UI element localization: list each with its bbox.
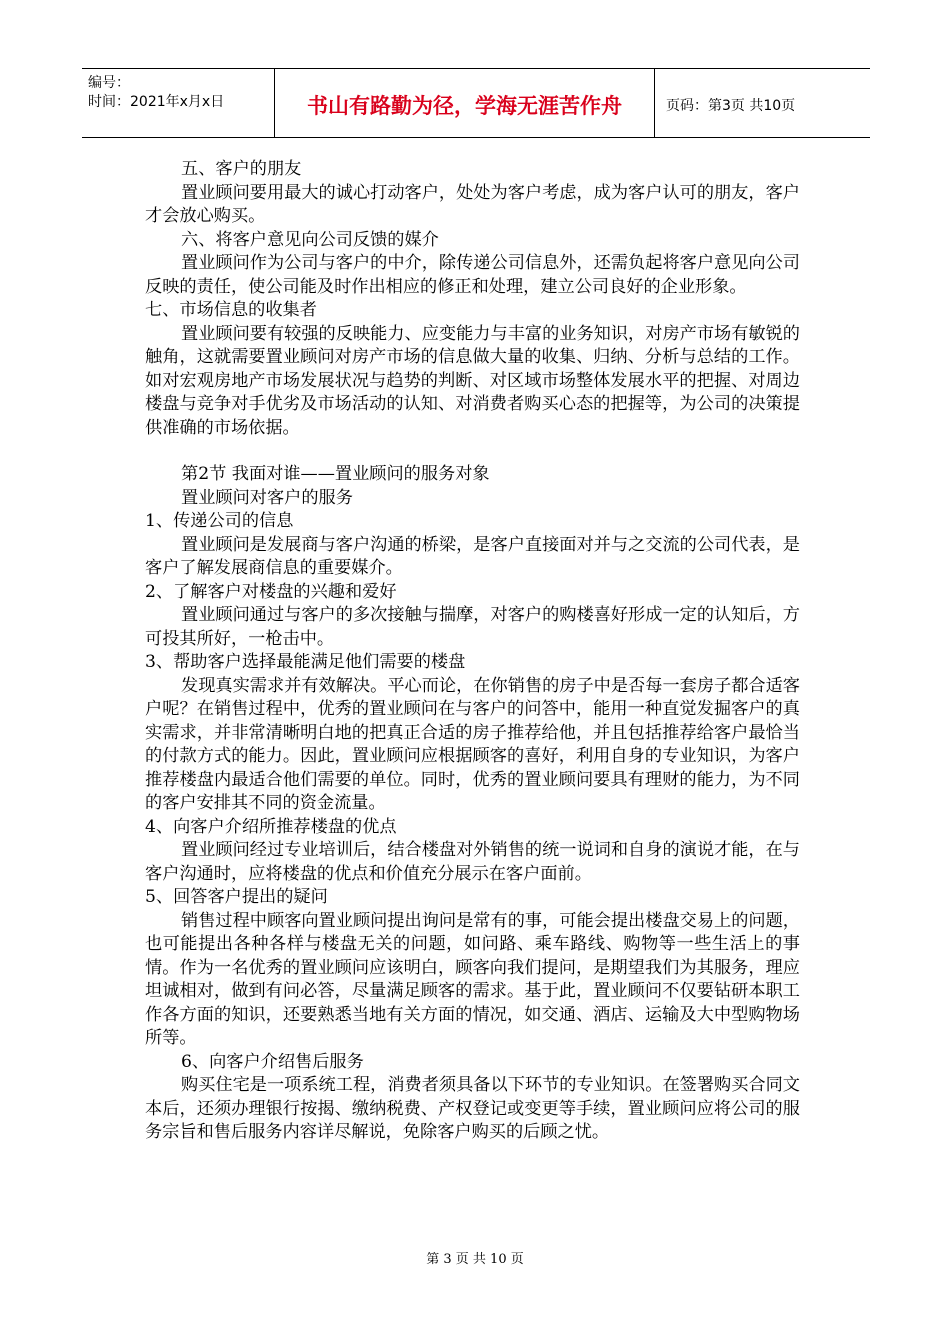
header-info-cell (82, 69, 275, 137)
paragraph: 4、向客户介绍所推荐楼盘的优点 (145, 816, 397, 837)
paragraph: 1、传递公司的信息 (145, 511, 294, 531)
page-footer: 第 3 页 共 10 页 (426, 1252, 524, 1267)
paragraph: 置业顾问对客户的服务 (181, 487, 353, 508)
page-header (82, 68, 870, 138)
paragraph: 置业顾问经过专业培训后，结合楼盘对外销售的统一说词和自身的演说才能，在与客户沟通时，应将楼盘的优点和价值充分展示在客户面前。 (145, 840, 800, 884)
paragraph: 3、帮助客户选择最能满足他们需要的楼盘 (145, 652, 466, 672)
paragraph: 置业顾问作为公司与客户的中介，除传递公司信息外，还需负起将客户意见向公司反映的责任，使公司能及时作出相应的修正和处理，建立公司良好的企业形象。 (145, 253, 800, 297)
paragraph: 6、向客户介绍售后服务 (181, 1051, 364, 1072)
paragraph: 五、客户的朋友 (181, 159, 302, 179)
document-body (145, 158, 800, 1145)
paragraph-spacer (145, 440, 800, 463)
paragraph: 七、市场信息的收集者 (145, 300, 317, 320)
date-label: 时间：2021年x月x日 (88, 94, 225, 110)
paragraph: 第2节 我面对谁——置业顾问的服务对象 (181, 464, 490, 484)
paragraph: 销售过程中顾客向置业顾问提出询问是常有的事，可能会提出楼盘交易上的问题，也可能提出各种各样与楼盘无关的问题，如问路、乘车路线、购物等一些生活上的事情。作为一名优秀的置业顾问应该明白，顾客向我们提问，是期望我们为其服务，理应坦诚相对，做到有问必答，尽量满足顾客的需求。基于此，置业顾问不仅要钻研本职工作各方面的知识，还要熟悉当地有关方面的情况，如交通、酒店、运输及大中型购物场所等。 (145, 910, 800, 1048)
header-motto: 书山有路勤为径，学海无涯苦作舟 (275, 69, 655, 137)
paragraph: 置业顾问是发展商与客户沟通的桥梁，是客户直接面对并与之交流的公司代表，是客户了解发展商信息的重要媒介。 (145, 534, 800, 578)
paragraph: 置业顾问通过与客户的多次接触与揣摩，对客户的购楼喜好形成一定的认知后，方可投其所好，一枪击中。 (145, 605, 800, 649)
paragraph: 置业顾问要有较强的反映能力、应变能力与丰富的业务知识，对房产市场有敏锐的触角，这就需要置业顾问对房产市场的信息做大量的收集、归纳、分析与总结的工作。如对宏观房地产市场发展状况与趋势的判断、对区域市场整体发展水平的把握、对周边楼盘与竞争对手优劣及市场活动的认知、对消费者购买心态的把握等，为公司的决策提供准确的市场依据。 (145, 323, 800, 438)
paragraph: 发现真实需求并有效解决。平心而论，在你销售的房子中是否每一套房子都合适客户呢？在销售过程中，优秀的置业顾问在与客户的问答中，能用一种直觉发掘客户的真实需求，并非常清晰明白地的把真正合适的房子推荐给他，并且包括推荐给客户最恰当的付款方式的能力。因此，置业顾问应根据顾客的喜好，利用自身的专业知识，为客户推荐楼盘内最适合他们需要的单位。同时，优秀的置业顾问要具有理财的能力，为不同的客户安排其不同的资金流量。 (145, 675, 800, 813)
paragraph: 购买住宅是一项系统工程，消费者须具备以下环节的专业知识。在签署购买合同文本后，还须办理银行按揭、缴纳税费、产权登记或变更等手续，置业顾问应将公司的服务宗旨和售后服务内容详尽解说，免除客户购买的后顾之忧。 (145, 1075, 800, 1142)
paragraph: 六、将客户意见向公司反馈的媒介 (181, 229, 439, 250)
paragraph: 5、回答客户提出的疑问 (145, 887, 328, 907)
number-label: 编号： (88, 75, 130, 91)
paragraph: 置业顾问要用最大的诚心打动客户，处处为客户考虑，成为客户认可的朋友，客户才会放心购买。 (145, 182, 800, 226)
paragraph: 2、了解客户对楼盘的兴趣和爱好 (145, 581, 397, 602)
header-page-label: 页码：第3页 共10页 (666, 98, 796, 114)
